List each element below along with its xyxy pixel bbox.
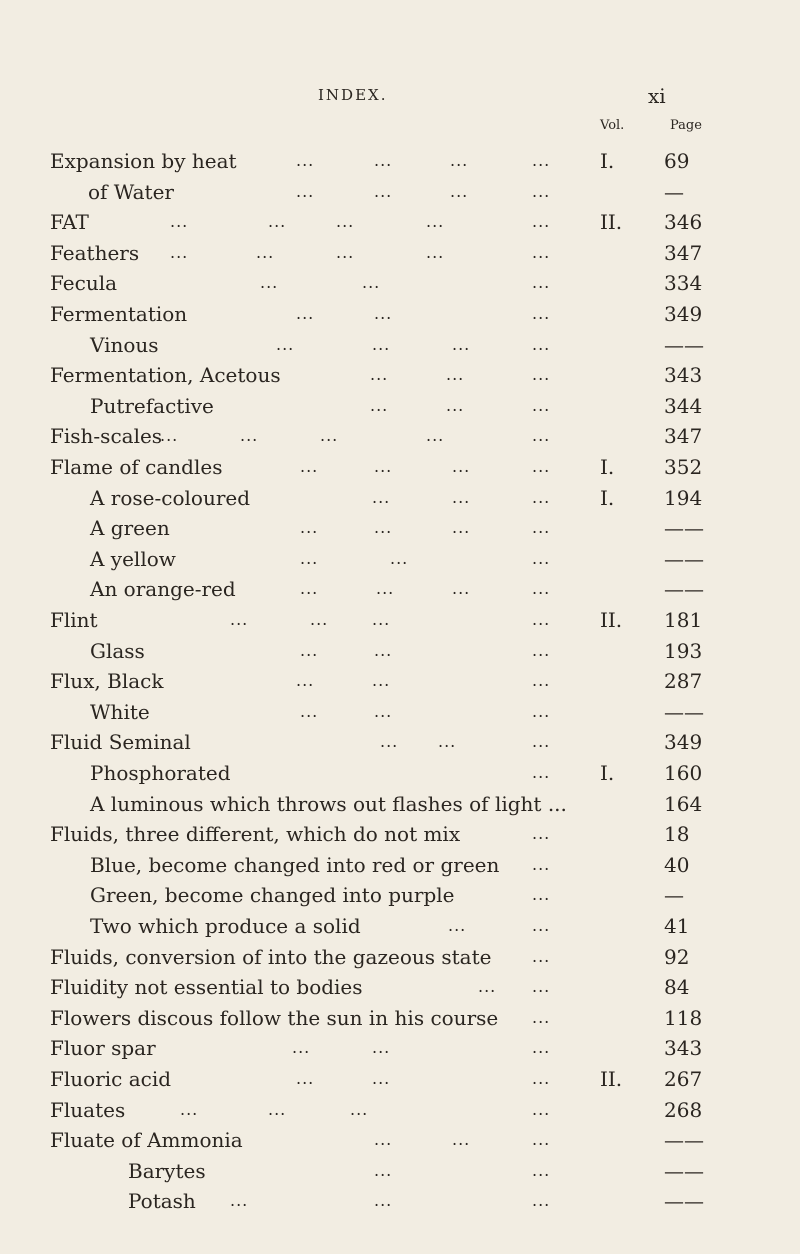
index-entry bbox=[0, 544, 800, 574]
index-entry bbox=[0, 636, 800, 666]
entry-label: Glass bbox=[90, 638, 145, 663]
leader-dot: ... bbox=[532, 1038, 551, 1058]
entry-label: Barytes bbox=[128, 1158, 206, 1183]
leader-dot: ... bbox=[532, 242, 551, 262]
leader-dot: ... bbox=[426, 242, 445, 262]
index-entry bbox=[0, 452, 800, 482]
index-entry bbox=[0, 574, 800, 604]
leader-dot: ... bbox=[532, 824, 551, 844]
leader-dot: ... bbox=[452, 518, 471, 538]
page-column-header: Page bbox=[670, 118, 702, 133]
leader-dot: ... bbox=[276, 334, 295, 354]
leader-dot: ... bbox=[532, 854, 551, 874]
leader-dot: ... bbox=[532, 763, 551, 782]
entry-label: Flame of candles bbox=[50, 455, 223, 479]
entry-volume: I. bbox=[600, 761, 615, 785]
leader-dot: ... bbox=[532, 548, 551, 568]
leader-dot: ... bbox=[374, 640, 393, 660]
leader-dot: ... bbox=[170, 242, 189, 262]
entry-label: Flint bbox=[50, 608, 98, 632]
entry-volume: I. bbox=[600, 485, 615, 510]
entry-label: Fluor spar bbox=[50, 1036, 156, 1061]
leader-dot: ... bbox=[450, 181, 469, 201]
leader-dot: ... bbox=[160, 426, 179, 446]
leader-dot: ... bbox=[532, 334, 551, 354]
entry-label: Fecula bbox=[50, 271, 118, 296]
leader-dot: ... bbox=[452, 579, 471, 599]
leader-dot: ... bbox=[362, 273, 381, 293]
leader-dot: ... bbox=[532, 304, 551, 323]
leader-dot: ... bbox=[374, 304, 393, 323]
entry-label: Fluoric acid bbox=[50, 1067, 172, 1091]
leader-dot: ... bbox=[532, 1007, 551, 1027]
leader-dot: ... bbox=[296, 1069, 315, 1088]
leader-dot: ... bbox=[532, 1130, 551, 1150]
leader-dot: ... bbox=[532, 457, 551, 476]
entry-page: —— bbox=[664, 577, 704, 602]
entry-page: 92 bbox=[664, 944, 690, 969]
leader-dot: ... bbox=[532, 1191, 551, 1211]
leader-dot: ... bbox=[532, 885, 551, 905]
leader-dot: ... bbox=[372, 610, 391, 629]
page-title: INDEX. bbox=[318, 86, 388, 104]
leader-dot: ... bbox=[438, 732, 457, 752]
leader-dot: ... bbox=[426, 426, 445, 446]
entry-label: Fluates bbox=[50, 1097, 126, 1122]
entry-page: 343 bbox=[664, 1036, 703, 1061]
leader-dot: ... bbox=[372, 1069, 391, 1088]
index-entry bbox=[0, 942, 800, 972]
entry-label: Flowers discous follow the sun in his course bbox=[50, 1005, 499, 1030]
leader-dot: ... bbox=[256, 242, 275, 262]
entry-page: —— bbox=[664, 1128, 704, 1153]
leader-dot: ... bbox=[300, 457, 319, 476]
entry-volume: II. bbox=[600, 1067, 623, 1091]
leader-dot: ... bbox=[532, 1160, 551, 1180]
entry-page: — bbox=[664, 883, 684, 908]
leader-dot: ... bbox=[300, 579, 319, 599]
entry-label: A green bbox=[90, 516, 170, 541]
leader-dot: ... bbox=[380, 732, 399, 752]
leader-dot: ... bbox=[180, 1099, 199, 1119]
index-entry bbox=[0, 483, 800, 513]
index-entry bbox=[0, 758, 800, 788]
entry-page: 347 bbox=[664, 424, 703, 449]
entry-label: Fish-scales bbox=[50, 424, 163, 449]
entry-page: 267 bbox=[664, 1067, 703, 1091]
entry-page: 193 bbox=[664, 638, 703, 663]
entry-page: 69 bbox=[664, 149, 690, 173]
index-entry bbox=[0, 299, 800, 329]
leader-dot: ... bbox=[296, 151, 315, 170]
leader-dot: ... bbox=[532, 212, 551, 232]
entry-label: Expansion by heat bbox=[50, 149, 237, 173]
page-number: xi bbox=[648, 84, 666, 108]
entry-page: 84 bbox=[664, 975, 690, 1000]
index-entry bbox=[0, 1186, 800, 1216]
leader-dot: ... bbox=[372, 334, 391, 354]
leader-dot: ... bbox=[532, 273, 551, 293]
vol-column-header: Vol. bbox=[600, 118, 625, 133]
index-entry bbox=[0, 1095, 800, 1125]
leader-dot: ... bbox=[320, 426, 339, 446]
leader-dot: ... bbox=[240, 426, 259, 446]
entry-page: 118 bbox=[664, 1005, 703, 1030]
index-entry bbox=[0, 1003, 800, 1033]
leader-dot: ... bbox=[374, 518, 393, 538]
leader-dot: ... bbox=[300, 640, 319, 660]
leader-dot: ... bbox=[230, 610, 249, 629]
index-entry bbox=[0, 789, 800, 819]
leader-dot: ... bbox=[296, 304, 315, 323]
index-entry bbox=[0, 1064, 800, 1094]
entry-page: 181 bbox=[664, 608, 703, 632]
index-entry bbox=[0, 146, 800, 176]
entry-label: Feathers bbox=[50, 240, 140, 265]
entry-page: —— bbox=[664, 516, 704, 541]
index-entry bbox=[0, 605, 800, 635]
leader-dot: ... bbox=[446, 395, 465, 415]
entry-label: Fermentation bbox=[50, 302, 188, 326]
entry-page: —— bbox=[664, 1189, 704, 1214]
entry-page: 343 bbox=[664, 363, 703, 388]
index-entry bbox=[0, 972, 800, 1002]
entry-label: A rose-coloured bbox=[90, 485, 251, 510]
index-entry bbox=[0, 177, 800, 207]
leader-dot: ... bbox=[532, 518, 551, 538]
entry-label: Fluids, three different, which do not mix bbox=[50, 822, 461, 847]
leader-dot: ... bbox=[452, 487, 471, 507]
entry-label: Fluid Seminal bbox=[50, 730, 191, 755]
leader-dot: ... bbox=[532, 579, 551, 599]
leader-dot: ... bbox=[532, 487, 551, 507]
leader-dot: ... bbox=[336, 242, 355, 262]
leader-dot: ... bbox=[532, 365, 551, 385]
leader-dot: ... bbox=[532, 701, 551, 721]
index-entry bbox=[0, 421, 800, 451]
entry-label: Two which produce a solid bbox=[90, 914, 361, 938]
entry-label: Vinous bbox=[90, 332, 159, 357]
leader-dot: ... bbox=[370, 365, 389, 385]
entry-page: 194 bbox=[664, 485, 703, 510]
leader-dot: ... bbox=[532, 671, 551, 691]
index-entry bbox=[0, 666, 800, 696]
index-entry bbox=[0, 880, 800, 910]
leader-dot: ... bbox=[374, 151, 393, 170]
leader-dot: ... bbox=[532, 395, 551, 415]
entry-page: 346 bbox=[664, 210, 703, 235]
entry-page: —— bbox=[664, 699, 704, 724]
entry-page: 349 bbox=[664, 730, 703, 755]
leader-dot: ... bbox=[300, 548, 319, 568]
entry-label: Fluate of Ammonia bbox=[50, 1128, 243, 1153]
leader-dot: ... bbox=[426, 212, 445, 232]
leader-dot: ... bbox=[532, 181, 551, 201]
entry-label: Putrefactive bbox=[90, 393, 214, 418]
entry-page: 287 bbox=[664, 669, 703, 694]
leader-dot: ... bbox=[448, 916, 467, 935]
leader-dot: ... bbox=[372, 1038, 391, 1058]
entry-page: —— bbox=[664, 1158, 704, 1183]
leader-dot: ... bbox=[446, 365, 465, 385]
entry-page: — bbox=[664, 179, 684, 204]
entry-label: A yellow bbox=[90, 546, 176, 571]
entry-page: 268 bbox=[664, 1097, 703, 1122]
entry-volume: I. bbox=[600, 149, 615, 173]
leader-dot: ... bbox=[532, 1099, 551, 1119]
entry-label: FAT bbox=[50, 210, 89, 235]
leader-dot: ... bbox=[374, 1130, 393, 1150]
entry-label: Fluids, conversion of into the gazeous state bbox=[50, 944, 492, 969]
leader-dot: ... bbox=[532, 732, 551, 752]
leader-dot: ... bbox=[170, 212, 189, 232]
entry-label: Potash bbox=[128, 1189, 196, 1214]
leader-dot: ... bbox=[452, 334, 471, 354]
leader-dot: ... bbox=[374, 457, 393, 476]
entry-page: 352 bbox=[664, 455, 703, 479]
leader-dot: ... bbox=[532, 977, 551, 997]
index-entry bbox=[0, 360, 800, 390]
leader-dot: ... bbox=[390, 548, 409, 568]
leader-dot: ... bbox=[310, 610, 329, 629]
entry-label: Fluidity not essential to bodies bbox=[50, 975, 363, 1000]
index-entry bbox=[0, 1033, 800, 1063]
leader-dot: ... bbox=[296, 671, 315, 691]
index-entry bbox=[0, 268, 800, 298]
leader-dot: ... bbox=[374, 1160, 393, 1180]
leader-dot: ... bbox=[268, 212, 287, 232]
entry-label: White bbox=[90, 699, 150, 724]
entry-label: Flux, Black bbox=[50, 669, 164, 694]
entry-page: 40 bbox=[664, 852, 690, 877]
index-entry bbox=[0, 207, 800, 237]
entry-label: of Water bbox=[88, 179, 174, 204]
index-entry bbox=[0, 391, 800, 421]
entry-volume: II. bbox=[600, 608, 623, 632]
entry-page: 344 bbox=[664, 393, 703, 418]
leader-dot: ... bbox=[300, 701, 319, 721]
entry-page: 347 bbox=[664, 240, 703, 265]
index-entry bbox=[0, 697, 800, 727]
index-entry bbox=[0, 850, 800, 880]
leader-dot: ... bbox=[532, 916, 551, 935]
index-entry bbox=[0, 1125, 800, 1155]
leader-dot: ... bbox=[374, 701, 393, 721]
leader-dot: ... bbox=[370, 395, 389, 415]
leader-dot: ... bbox=[532, 610, 551, 629]
leader-dot: ... bbox=[450, 151, 469, 170]
leader-dot: ... bbox=[532, 1069, 551, 1088]
entry-label: Blue, become changed into red or green bbox=[90, 852, 500, 877]
index-entry bbox=[0, 330, 800, 360]
leader-dot: ... bbox=[532, 946, 551, 966]
leader-dot: ... bbox=[336, 212, 355, 232]
entry-page: —— bbox=[664, 332, 704, 357]
leader-dot: ... bbox=[532, 151, 551, 170]
index-entry bbox=[0, 727, 800, 757]
leader-dot: ... bbox=[374, 1191, 393, 1211]
leader-dot: ... bbox=[268, 1099, 287, 1119]
leader-dot: ... bbox=[478, 977, 497, 997]
entry-page: —— bbox=[664, 546, 704, 571]
leader-dot: ... bbox=[260, 273, 279, 293]
entry-label: Green, become changed into purple bbox=[90, 883, 455, 908]
entry-page: 41 bbox=[664, 914, 690, 938]
leader-dot: ... bbox=[452, 457, 471, 476]
leader-dot: ... bbox=[374, 181, 393, 201]
entry-page: 160 bbox=[664, 761, 703, 785]
index-entry bbox=[0, 911, 800, 941]
index-entry bbox=[0, 513, 800, 543]
entry-page: 349 bbox=[664, 302, 703, 326]
entry-page: 334 bbox=[664, 271, 703, 296]
index-entry bbox=[0, 1156, 800, 1186]
entry-label: A luminous which throws out flashes of light ... bbox=[90, 791, 567, 816]
leader-dot: ... bbox=[292, 1038, 311, 1058]
leader-dot: ... bbox=[300, 518, 319, 538]
leader-dot: ... bbox=[296, 181, 315, 201]
entry-page: 18 bbox=[664, 822, 690, 847]
index-entry bbox=[0, 819, 800, 849]
leader-dot: ... bbox=[372, 671, 391, 691]
entry-label: An orange-red bbox=[90, 577, 236, 602]
leader-dot: ... bbox=[350, 1099, 369, 1119]
entry-volume: I. bbox=[600, 455, 615, 479]
leader-dot: ... bbox=[230, 1191, 249, 1211]
entry-label: Phosphorated bbox=[90, 761, 231, 785]
leader-dot: ... bbox=[532, 640, 551, 660]
index-entry bbox=[0, 238, 800, 268]
entry-volume: II. bbox=[600, 210, 623, 235]
entry-label: Fermentation, Acetous bbox=[50, 363, 281, 388]
leader-dot: ... bbox=[452, 1130, 471, 1150]
leader-dot: ... bbox=[372, 487, 391, 507]
leader-dot: ... bbox=[376, 579, 395, 599]
entry-page: 164 bbox=[664, 791, 703, 816]
leader-dot: ... bbox=[532, 426, 551, 446]
